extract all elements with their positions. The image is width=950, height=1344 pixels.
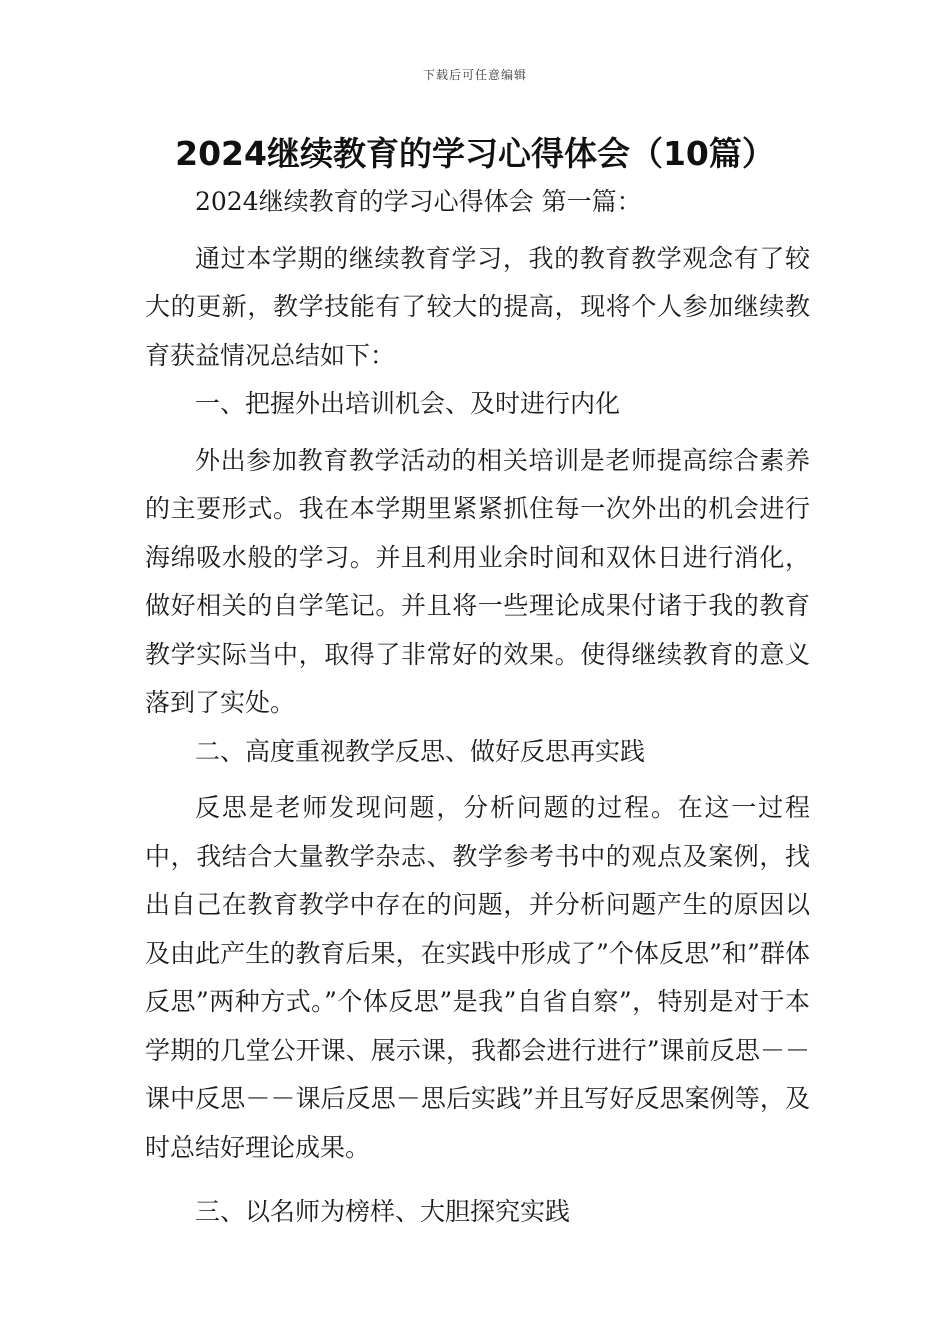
section-heading-3: 三、以名师为榜样、大胆探究实践 — [195, 1197, 571, 1226]
document-title: 2024继续教育的学习心得体会（10篇） — [175, 134, 775, 173]
document-body — [145, 178, 810, 1237]
body-paragraph: 反思是老师发现问题，分析问题的过程。在这一过程中，我结合大量教学杂志、教学参考书中的观点及案例，找出自己在教育教学中存在的问题，并分析问题产生的原因以及由此产生的教育后果，在实践中形成了”个体反思”和”群体反思”两种方式。”个体反思”是我”自省自察”，特别是对于本学期的几堂公开课、展示课，我都会进行进行”课前反思－－课中反思－－课后反思－思后实践”并且写好反思案例等，及时总结好理论成果。 — [145, 793, 810, 1162]
section-heading-1: 一、把握外出培训机会、及时进行内化 — [195, 389, 621, 418]
header-note: 下载后可任意编辑 — [422, 68, 527, 82]
body-paragraph: 外出参加教育教学活动的相关培训是老师提高综合素养的主要形式。我在本学期里紧紧抓住每一次外出的机会进行海绵吸水般的学习。并且利用业余时间和双休日进行消化，做好相关的自学笔记。并且将一些理论成果付诸于我的教育教学实际当中，取得了非常好的效果。使得继续教育的意义落到了实处。 — [145, 445, 810, 717]
section-intro-heading: 2024继续教育的学习心得体会 第一篇： — [195, 187, 642, 216]
body-paragraph: 通过本学期的继续教育学习，我的教育教学观念有了较大的更新，教学技能有了较大的提高，现将个人参加继续教育获益情况总结如下： — [145, 243, 810, 370]
section-heading-2: 二、高度重视教学反思、做好反思再实践 — [195, 736, 646, 766]
